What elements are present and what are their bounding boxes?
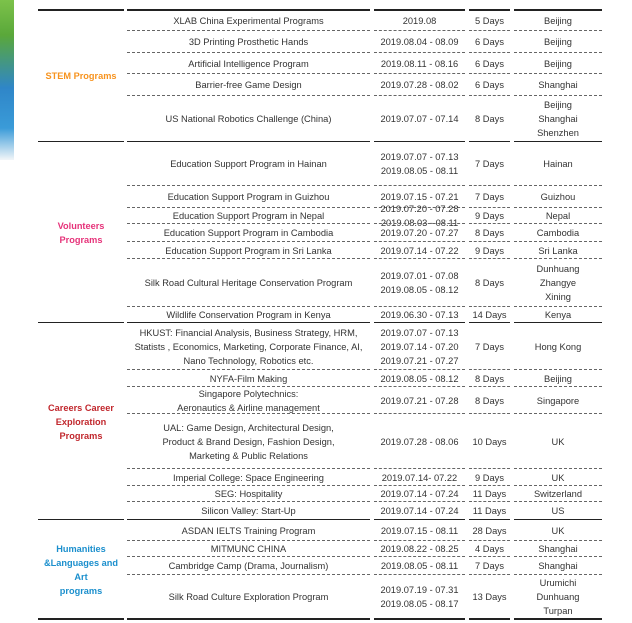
- section-rule: [127, 618, 370, 620]
- cell-line: 2019.08.05 - 08.17: [380, 599, 459, 609]
- location-cell: [514, 387, 602, 414]
- cell-line: Guizhou: [540, 192, 576, 202]
- cell-line: UK: [551, 472, 565, 483]
- dates-cell: [374, 575, 465, 619]
- location-cell: [514, 31, 602, 53]
- dates-cell: [374, 10, 465, 31]
- cell-line: Marketing & Public Relations: [189, 450, 308, 461]
- cell-line: Imperial College: Space Engineering: [173, 472, 324, 483]
- dates-cell: [374, 96, 465, 142]
- category-label-line: Exploration: [55, 416, 107, 427]
- section-rule: [38, 322, 124, 323]
- table-row: [127, 502, 602, 520]
- program-name-cell: [127, 541, 370, 557]
- cell-line: 2019.07.14 - 07.22: [380, 245, 459, 256]
- location-cell: [514, 575, 602, 619]
- section-rule: [374, 322, 465, 323]
- cell-line: UK: [551, 436, 565, 447]
- section-rule: [469, 519, 510, 520]
- table-row: [127, 74, 602, 96]
- cell-line: 2019.07.28 - 08.06: [380, 436, 459, 447]
- section-rule: [374, 9, 465, 11]
- dates-cell: [374, 486, 465, 502]
- location-cell: [514, 502, 602, 520]
- duration-cell: 4 Days: [475, 544, 504, 554]
- section-rule: [514, 9, 602, 11]
- program-name-cell: [127, 208, 370, 224]
- cell-line: 2019.07.21 - 07.27: [380, 355, 459, 366]
- section-rule: [38, 9, 124, 11]
- program-name-cell: [127, 370, 370, 387]
- location-cell: [514, 224, 602, 242]
- program-name-cell: [127, 520, 370, 541]
- category-volunteer: [38, 142, 124, 323]
- dates-cell: [374, 259, 465, 307]
- section-rule: [127, 9, 370, 11]
- cell-line: 2019.08.05 - 08.11: [380, 166, 459, 176]
- cell-line: Hainan: [543, 159, 573, 169]
- cell-line: Beijing: [544, 37, 572, 47]
- location-cell: [514, 74, 602, 96]
- category-label-line: Humanities: [56, 543, 106, 554]
- cell-line: 2019.07.15 - 07.21: [380, 192, 459, 202]
- program-name-cell: [127, 307, 370, 323]
- category-label-line: &Languages and: [43, 557, 119, 568]
- cell-line: Silicon Valley: Start-Up: [201, 506, 296, 516]
- location-cell: [514, 96, 602, 142]
- table-row: [127, 557, 602, 575]
- cell-line: Education Support Program in Hainan: [170, 159, 327, 169]
- cell-line: 2019.08: [402, 15, 437, 26]
- section-rule: [127, 519, 370, 520]
- cell-line: US: [551, 506, 565, 516]
- table-row: [127, 520, 602, 541]
- category-humanities: [38, 520, 124, 619]
- cell-line: Zhangye: [539, 278, 577, 288]
- dates-cell: [374, 53, 465, 74]
- cell-line: Silk Road Culture Exploration Program: [168, 592, 329, 602]
- cell-line: 2019.08.05 - 08.12: [380, 373, 459, 384]
- program-name-cell: [127, 31, 370, 53]
- cell-line: Shanghai: [538, 544, 578, 554]
- duration-cell: 5 Days: [475, 15, 504, 26]
- cell-line: 3D Printing Prosthetic Hands: [188, 37, 309, 47]
- dates-cell: [374, 323, 465, 370]
- location-cell: [514, 53, 602, 74]
- location-cell: [514, 520, 602, 541]
- cell-line: HKUST: Financial Analysis, Business Strategy, HRM,: [139, 327, 358, 338]
- location-cell: [514, 307, 602, 323]
- table-row: [127, 224, 602, 242]
- dates-cell: [374, 204, 465, 228]
- duration-cell: 6 Days: [475, 58, 504, 69]
- cell-line: Cambodia: [536, 228, 580, 238]
- table-row: [127, 370, 602, 387]
- cell-line: 2019.06.30 - 07.13: [380, 310, 459, 320]
- program-name-cell: [127, 469, 370, 486]
- section-rule: [514, 618, 602, 620]
- cell-line: 2019.07.07 - 07.13: [380, 327, 459, 338]
- cell-line: Education Support Program in Cambodia: [163, 228, 334, 238]
- cell-line: 2019.07.14 - 07.24: [380, 489, 459, 499]
- cell-line: Shanghai: [538, 114, 578, 124]
- duration-cell: 11 Days: [472, 489, 507, 499]
- cell-line: Shanghai: [538, 561, 578, 571]
- cell-line: Beijing: [544, 15, 572, 26]
- cell-line: Shenzhen: [537, 128, 579, 138]
- duration-cell: 6 Days: [475, 80, 504, 90]
- duration-cell: 8 Days: [475, 228, 504, 238]
- category-stem: [38, 10, 124, 142]
- cell-line: UAL: Game Design, Architectural Design,: [163, 422, 334, 433]
- cell-line: Education Support Program in Nepal: [172, 211, 325, 221]
- table-row: [127, 575, 602, 619]
- table-row: [127, 387, 602, 414]
- category-label-line: Volunteers: [57, 220, 105, 231]
- cell-line: 2019.08.03 - 08.11: [380, 218, 459, 228]
- dates-cell: [374, 387, 465, 414]
- table-row: [127, 469, 602, 486]
- cell-line: Hong Kong: [534, 341, 582, 352]
- category-label-line: Programs: [59, 430, 103, 441]
- cell-line: Dunhuang: [536, 592, 580, 602]
- section-rule: [127, 141, 370, 142]
- location-cell: [514, 486, 602, 502]
- table-row: [127, 323, 602, 370]
- duration-cell: 8 Days: [475, 395, 504, 406]
- category-label-line: Art: [74, 571, 88, 582]
- program-name-cell: [127, 242, 370, 259]
- cell-line: Dunhuang: [536, 264, 580, 274]
- table-row: [127, 142, 602, 186]
- section-rule: [127, 322, 370, 323]
- program-name-cell: [127, 259, 370, 307]
- cell-line: XLAB China Experimental Programs: [173, 15, 324, 26]
- cell-line: 2019.07.14 - 07.24: [380, 506, 459, 516]
- cell-line: Beijing: [544, 58, 572, 69]
- cell-line: 2019.07.01 - 07.08: [380, 271, 459, 281]
- cell-line: Shanghai: [538, 80, 578, 90]
- cell-line: Product & Brand Design, Fashion Design,: [162, 436, 335, 447]
- table-row: [127, 242, 602, 259]
- duration-cell: 9 Days: [475, 211, 504, 221]
- dates-cell: [374, 31, 465, 53]
- location-cell: [514, 142, 602, 186]
- cell-line: 2019.07.21 - 07.28: [380, 395, 459, 406]
- cell-line: Xining: [545, 292, 571, 302]
- cell-line: Wildlife Conservation Program in Kenya: [166, 310, 331, 320]
- cell-line: 2019.07.20 - 07.28: [380, 204, 459, 214]
- cell-line: Barrier-free Game Design: [195, 80, 302, 90]
- cell-line: Nepal: [545, 211, 571, 221]
- category-label-line: programs: [59, 585, 103, 596]
- cell-line: 2019.07.14 - 07.20: [380, 341, 459, 352]
- table-row: [127, 486, 602, 502]
- location-cell: [514, 414, 602, 469]
- cell-line: 2019.07.07 - 07.14: [380, 114, 459, 124]
- cell-line: Aeronautics & Airline management: [177, 402, 320, 413]
- duration-cell: 8 Days: [475, 114, 504, 124]
- duration-cell: 6 Days: [475, 37, 504, 47]
- cell-line: 2019.08.22 - 08.25: [380, 544, 459, 554]
- duration-cell: 28 Days: [472, 525, 507, 536]
- table-row: [127, 53, 602, 74]
- cell-line: Cambridge Camp (Drama, Journalism): [168, 561, 329, 571]
- program-name-cell: [127, 53, 370, 74]
- cell-line: Beijing: [544, 373, 572, 384]
- table-row: [127, 204, 602, 228]
- location-cell: [514, 323, 602, 370]
- side-photo-strip: [0, 0, 14, 160]
- duration-cell: 10 Days: [472, 436, 507, 447]
- cell-line: Kenya: [544, 310, 572, 320]
- table-row: [127, 31, 602, 53]
- program-name-cell: [127, 186, 370, 208]
- dates-cell: [374, 142, 465, 186]
- category-careers: [38, 323, 124, 520]
- cell-line: 2019.07.28 - 08.02: [380, 80, 459, 90]
- program-name-cell: [127, 74, 370, 96]
- category-label-line: STEM Programs: [45, 71, 117, 81]
- dates-cell: [374, 502, 465, 520]
- section-rule: [469, 322, 510, 323]
- duration-cell: 7 Days: [475, 561, 504, 571]
- duration-cell: 14 Days: [472, 310, 507, 320]
- cell-line: 2019.08.04 - 08.09: [380, 37, 459, 47]
- cell-line: Turpan: [543, 606, 573, 616]
- location-cell: [514, 10, 602, 31]
- duration-cell: 8 Days: [475, 278, 504, 288]
- section-rule: [38, 519, 124, 520]
- program-name-cell: [127, 557, 370, 575]
- section-rule: [514, 141, 602, 142]
- table-row: [127, 414, 602, 469]
- section-rule: [469, 141, 510, 142]
- section-rule: [38, 141, 124, 142]
- cell-line: Statists , Economics, Marketing, Corporate Finance, AI,: [134, 341, 363, 352]
- cell-line: Sri Lanka: [538, 245, 578, 256]
- cell-line: UK: [551, 525, 565, 536]
- dates-cell: [374, 74, 465, 96]
- dates-cell: [374, 307, 465, 323]
- dates-cell: [374, 541, 465, 557]
- dates-cell: [374, 242, 465, 259]
- cell-line: 2019.07.15 - 08.11: [380, 525, 459, 536]
- program-name-cell: [127, 10, 370, 31]
- section-rule: [514, 519, 602, 520]
- cell-line: Education Support Program in Guizhou: [167, 192, 330, 202]
- dates-cell: [374, 224, 465, 242]
- cell-line: 2019.08.11 - 08.16: [380, 58, 459, 69]
- duration-cell: 7 Days: [475, 159, 504, 169]
- duration-cell: 8 Days: [475, 373, 504, 384]
- location-cell: [514, 208, 602, 224]
- section-rule: [374, 141, 465, 142]
- table-row: [127, 259, 602, 307]
- duration-cell: 9 Days: [475, 245, 504, 256]
- duration-cell: 7 Days: [475, 341, 504, 352]
- cell-line: Singapore Polytechnics:: [198, 388, 299, 399]
- cell-line: Nano Technology, Robotics etc.: [183, 355, 314, 366]
- cell-line: Artificial Intelligence Program: [188, 58, 309, 69]
- section-rule: [514, 322, 602, 323]
- cell-line: 2019.07.19 - 07.31: [380, 585, 459, 595]
- cell-line: SEG: Hospitality: [214, 489, 283, 499]
- duration-cell: 11 Days: [472, 506, 507, 516]
- side-blank: [0, 160, 14, 623]
- cell-line: 2019.07.14- 07.22: [381, 472, 458, 483]
- program-name-cell: [127, 323, 370, 370]
- duration-cell: 7 Days: [475, 192, 504, 202]
- duration-cell: 13 Days: [472, 592, 507, 602]
- location-cell: [514, 186, 602, 208]
- cell-line: Silk Road Cultural Heritage Conservation Program: [144, 278, 353, 288]
- dates-cell: [374, 557, 465, 575]
- program-name-cell: [127, 486, 370, 502]
- section-rule: [469, 618, 510, 620]
- duration-cell: 9 Days: [475, 472, 504, 483]
- section-rule: [374, 519, 465, 520]
- section-rule: [374, 618, 465, 620]
- table-row: [127, 10, 602, 31]
- program-name-cell: [127, 414, 370, 469]
- program-name-cell: [127, 575, 370, 619]
- cell-line: Urumichi: [539, 578, 577, 588]
- cell-line: 2019.08.05 - 08.11: [380, 561, 459, 571]
- category-label-line: Careers Career: [48, 402, 114, 413]
- program-name-cell: [127, 142, 370, 186]
- cell-line: Beijing: [544, 100, 572, 110]
- category-label-line: Programs: [59, 234, 103, 245]
- table-row: [127, 541, 602, 557]
- dates-cell: [374, 469, 465, 486]
- location-cell: [514, 557, 602, 575]
- section-rule: [469, 9, 510, 11]
- table-row: [127, 96, 602, 142]
- location-cell: [514, 469, 602, 486]
- program-name-cell: [127, 502, 370, 520]
- cell-line: 2019.07.07 - 07.13: [380, 152, 459, 162]
- location-cell: [514, 259, 602, 307]
- cell-line: 2019.07.20 - 07.27: [380, 228, 459, 238]
- location-cell: [514, 370, 602, 387]
- location-cell: [514, 541, 602, 557]
- cell-line: US National Robotics Challenge (China): [165, 114, 332, 124]
- table-row: [127, 186, 602, 208]
- table-row: [127, 307, 602, 323]
- cell-line: Singapore: [536, 395, 580, 406]
- dates-cell: [374, 370, 465, 387]
- dates-cell: [374, 414, 465, 469]
- cell-line: MITMUNC CHINA: [210, 544, 287, 554]
- cell-line: 2019.08.05 - 08.12: [380, 285, 459, 295]
- cell-line: Switzerland: [533, 489, 583, 499]
- program-name-cell: [127, 224, 370, 242]
- cell-line: Education Support Program in Sri Lanka: [165, 245, 332, 256]
- program-name-cell: [127, 96, 370, 142]
- program-name-cell: [127, 387, 370, 414]
- cell-line: ASDAN IELTS Training Program: [181, 525, 316, 536]
- cell-line: NYFA-Film Making: [209, 373, 288, 384]
- dates-cell: [374, 520, 465, 541]
- location-cell: [514, 242, 602, 259]
- section-rule: [38, 618, 124, 620]
